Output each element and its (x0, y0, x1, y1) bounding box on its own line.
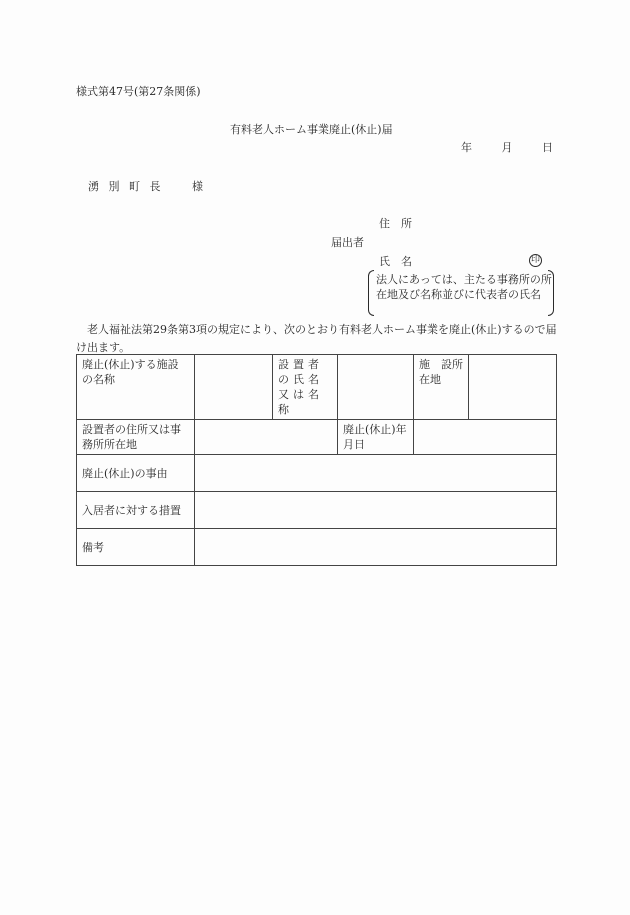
resident-measures-field[interactable] (195, 492, 557, 529)
filer-label: 届出者 (331, 236, 364, 249)
table-row (77, 455, 557, 492)
founder-address-label: 設置者の住所又は事務所所在地 (77, 420, 195, 455)
table-row (77, 529, 557, 566)
resident-measures-label: 入居者に対する措置 (77, 492, 195, 529)
table-row (77, 355, 557, 420)
filer-name-label: 氏 名 (379, 255, 412, 268)
closure-date-field[interactable] (414, 420, 557, 455)
table-row (77, 420, 557, 455)
date-month-label: 月 (501, 141, 513, 154)
bracket-right (548, 270, 554, 316)
remarks-field[interactable] (195, 529, 557, 566)
founder-name-label: 設置者の氏名又は名称 (273, 355, 338, 420)
table-row (77, 492, 557, 529)
date-day-label: 日 (542, 141, 553, 154)
founder-name-field[interactable] (338, 355, 414, 420)
facility-name-label: 廃止(休止)する施設の名称 (77, 355, 195, 420)
seal-icon: 印 (530, 255, 540, 265)
addressee-honorific: 様 (192, 180, 206, 193)
closure-reason-label: 廃止(休止)の事由 (77, 455, 195, 492)
corporate-note-text: 法人にあっては、主たる事務所の所在地及び名称並びに代表者の氏名 (376, 273, 552, 301)
filer-address-label: 住 所 (379, 217, 412, 230)
corporate-note (368, 270, 554, 316)
addressee (88, 181, 206, 192)
facility-location-field[interactable] (469, 355, 557, 420)
facility-location-label: 施 設所在地 (414, 355, 469, 420)
closure-reason-field[interactable] (195, 455, 557, 492)
bracket-left (368, 270, 374, 316)
form-number: 様式第47号(第27条関係) (76, 85, 201, 98)
notification-table (76, 354, 557, 566)
closure-date-label: 廃止(休止)年月日 (338, 420, 414, 455)
body-text: 老人福祉法第29条第3項の規定により、次のとおり有料老人ホーム事業を廃止(休止)するので届け出ます。 (76, 323, 557, 354)
document-title: 有料老人ホーム事業廃止(休止)届 (230, 123, 393, 136)
facility-name-field[interactable] (195, 355, 273, 420)
date-year-label: 年 (461, 141, 472, 154)
remarks-label: 備考 (77, 529, 195, 566)
date-line (461, 142, 553, 153)
addressee-name: 湧 別 町 長 (88, 180, 164, 193)
founder-address-field[interactable] (195, 420, 338, 455)
